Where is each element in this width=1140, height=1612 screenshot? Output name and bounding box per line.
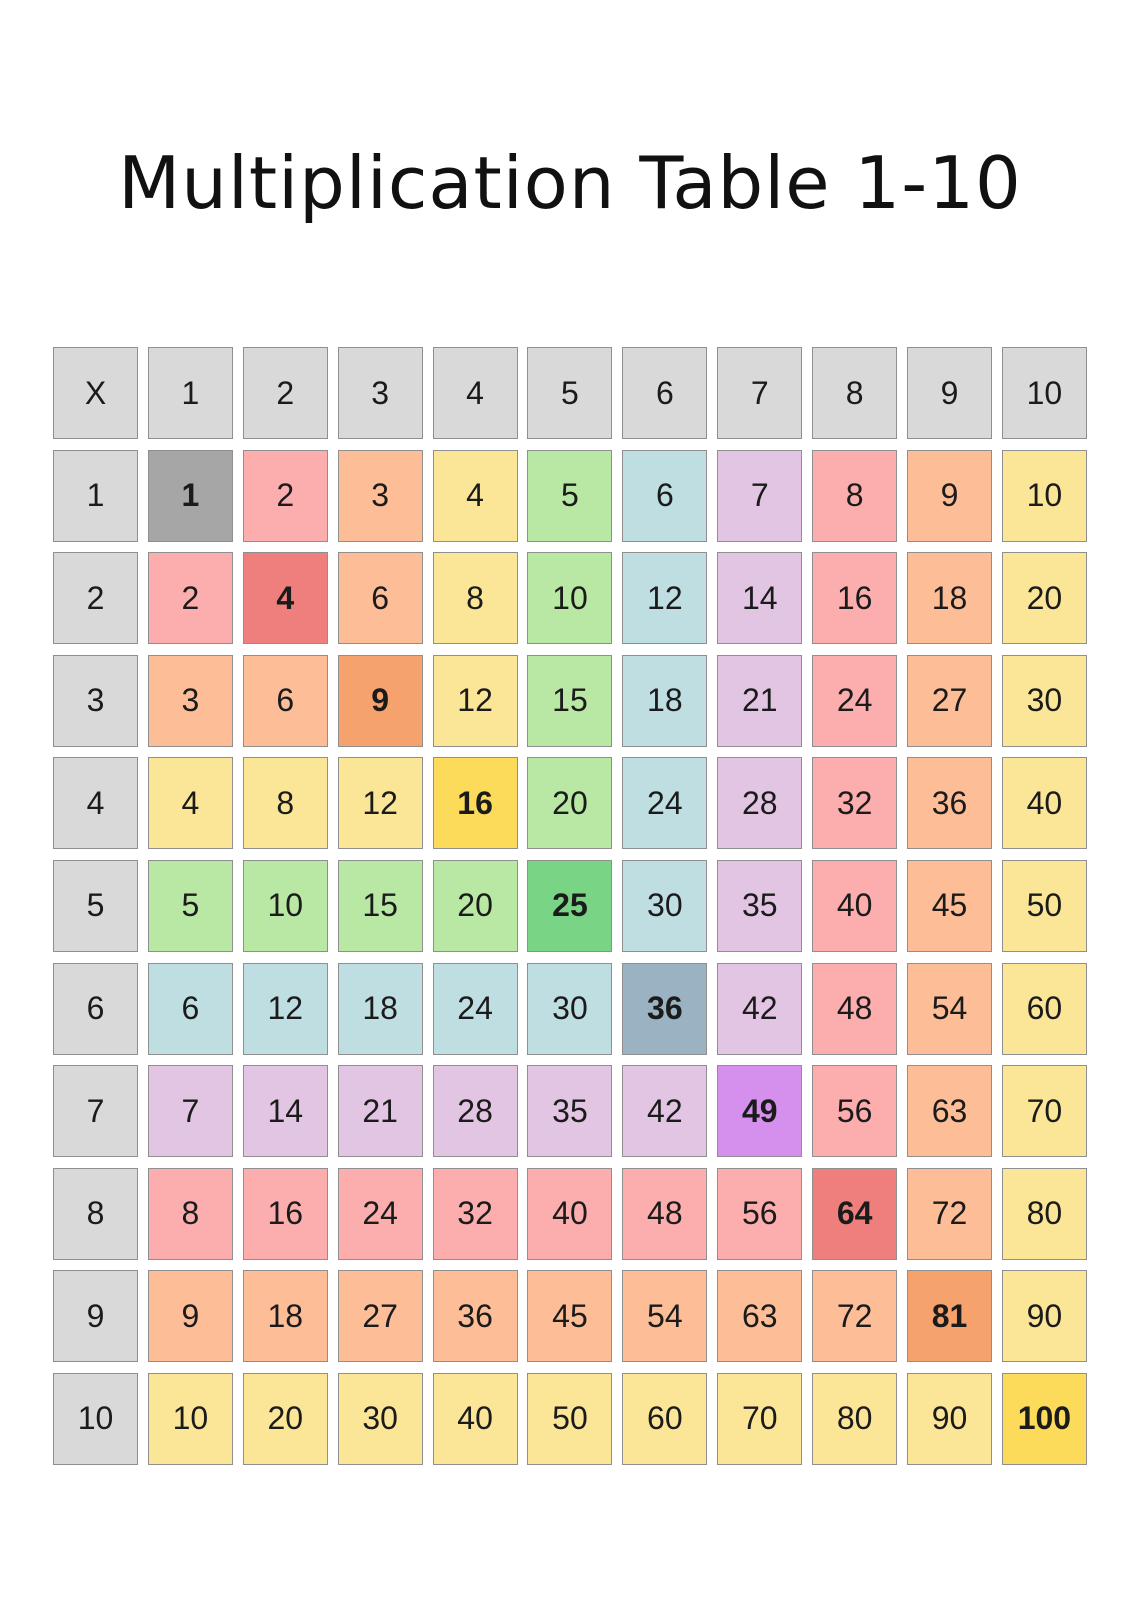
square-product-cell: 4 — [243, 552, 328, 644]
product-cell: 60 — [622, 1373, 707, 1465]
product-cell: 12 — [433, 655, 518, 747]
product-cell: 50 — [527, 1373, 612, 1465]
product-cell: 8 — [433, 552, 518, 644]
product-cell: 2 — [243, 450, 328, 542]
product-cell: 12 — [622, 552, 707, 644]
row-header: 7 — [53, 1065, 138, 1157]
product-cell: 24 — [433, 963, 518, 1055]
product-cell: 56 — [812, 1065, 897, 1157]
product-cell: 6 — [622, 450, 707, 542]
product-cell: 42 — [622, 1065, 707, 1157]
product-cell: 6 — [243, 655, 328, 747]
product-cell: 10 — [527, 552, 612, 644]
product-cell: 20 — [527, 757, 612, 849]
product-cell: 80 — [812, 1373, 897, 1465]
product-cell: 21 — [717, 655, 802, 747]
column-header: 6 — [622, 347, 707, 439]
product-cell: 72 — [812, 1270, 897, 1362]
product-cell: 90 — [1002, 1270, 1087, 1362]
column-header: 8 — [812, 347, 897, 439]
row-header: 3 — [53, 655, 138, 747]
product-cell: 12 — [243, 963, 328, 1055]
product-cell: 18 — [338, 963, 423, 1055]
square-product-cell: 9 — [338, 655, 423, 747]
product-cell: 45 — [527, 1270, 612, 1362]
product-cell: 56 — [717, 1168, 802, 1260]
product-cell: 42 — [717, 963, 802, 1055]
product-cell: 30 — [527, 963, 612, 1055]
product-cell: 30 — [622, 860, 707, 952]
multiplication-table — [53, 347, 1087, 1465]
product-cell: 48 — [622, 1168, 707, 1260]
row-header: 5 — [53, 860, 138, 952]
product-cell: 6 — [338, 552, 423, 644]
product-cell: 24 — [338, 1168, 423, 1260]
product-cell: 63 — [717, 1270, 802, 1362]
square-product-cell: 36 — [622, 963, 707, 1055]
column-header: 2 — [243, 347, 328, 439]
row-header: 10 — [53, 1373, 138, 1465]
product-cell: 9 — [907, 450, 992, 542]
product-cell: 4 — [148, 757, 233, 849]
product-cell: 16 — [812, 552, 897, 644]
product-cell: 28 — [717, 757, 802, 849]
square-product-cell: 64 — [812, 1168, 897, 1260]
product-cell: 7 — [148, 1065, 233, 1157]
column-header: 10 — [1002, 347, 1087, 439]
row-header: 9 — [53, 1270, 138, 1362]
product-cell: 12 — [338, 757, 423, 849]
row-header: 6 — [53, 963, 138, 1055]
product-cell: 10 — [148, 1373, 233, 1465]
product-cell: 18 — [907, 552, 992, 644]
column-header: 5 — [527, 347, 612, 439]
product-cell: 10 — [1002, 450, 1087, 542]
product-cell: 48 — [812, 963, 897, 1055]
product-cell: 5 — [527, 450, 612, 542]
row-header: 8 — [53, 1168, 138, 1260]
product-cell: 6 — [148, 963, 233, 1055]
product-cell: 30 — [1002, 655, 1087, 747]
page-title: Multiplication Table 1-10 — [118, 141, 1022, 225]
column-header: 3 — [338, 347, 423, 439]
column-header: 9 — [907, 347, 992, 439]
product-cell: 40 — [812, 860, 897, 952]
product-cell: 60 — [1002, 963, 1087, 1055]
square-product-cell: 25 — [527, 860, 612, 952]
square-product-cell: 16 — [433, 757, 518, 849]
column-header: 4 — [433, 347, 518, 439]
product-cell: 70 — [1002, 1065, 1087, 1157]
product-cell: 14 — [717, 552, 802, 644]
product-cell: 28 — [433, 1065, 518, 1157]
product-cell: 40 — [527, 1168, 612, 1260]
product-cell: 32 — [812, 757, 897, 849]
square-product-cell: 81 — [907, 1270, 992, 1362]
product-cell: 10 — [243, 860, 328, 952]
product-cell: 35 — [527, 1065, 612, 1157]
product-cell: 40 — [433, 1373, 518, 1465]
product-cell: 21 — [338, 1065, 423, 1157]
product-cell: 90 — [907, 1373, 992, 1465]
product-cell: 3 — [148, 655, 233, 747]
product-cell: 24 — [622, 757, 707, 849]
square-product-cell: 100 — [1002, 1373, 1087, 1465]
product-cell: 8 — [148, 1168, 233, 1260]
product-cell: 8 — [243, 757, 328, 849]
column-header: 1 — [148, 347, 233, 439]
square-product-cell: 49 — [717, 1065, 802, 1157]
product-cell: 16 — [243, 1168, 328, 1260]
column-header: 7 — [717, 347, 802, 439]
product-cell: 54 — [907, 963, 992, 1055]
row-header: 1 — [53, 450, 138, 542]
product-cell: 70 — [717, 1373, 802, 1465]
product-cell: 7 — [717, 450, 802, 542]
product-cell: 45 — [907, 860, 992, 952]
product-cell: 36 — [907, 757, 992, 849]
product-cell: 27 — [907, 655, 992, 747]
row-header: 4 — [53, 757, 138, 849]
product-cell: 2 — [148, 552, 233, 644]
product-cell: 80 — [1002, 1168, 1087, 1260]
product-cell: 36 — [433, 1270, 518, 1362]
product-cell: 18 — [622, 655, 707, 747]
square-product-cell: 1 — [148, 450, 233, 542]
product-cell: 24 — [812, 655, 897, 747]
product-cell: 5 — [148, 860, 233, 952]
product-cell: 35 — [717, 860, 802, 952]
product-cell: 15 — [338, 860, 423, 952]
product-cell: 14 — [243, 1065, 328, 1157]
product-cell: 8 — [812, 450, 897, 542]
product-cell: 30 — [338, 1373, 423, 1465]
corner-cell: X — [53, 347, 138, 439]
product-cell: 27 — [338, 1270, 423, 1362]
product-cell: 20 — [1002, 552, 1087, 644]
product-cell: 20 — [243, 1373, 328, 1465]
row-header: 2 — [53, 552, 138, 644]
product-cell: 32 — [433, 1168, 518, 1260]
product-cell: 20 — [433, 860, 518, 952]
product-cell: 18 — [243, 1270, 328, 1362]
product-cell: 50 — [1002, 860, 1087, 952]
product-cell: 15 — [527, 655, 612, 747]
product-cell: 3 — [338, 450, 423, 542]
product-cell: 54 — [622, 1270, 707, 1362]
product-cell: 63 — [907, 1065, 992, 1157]
product-cell: 40 — [1002, 757, 1087, 849]
product-cell: 9 — [148, 1270, 233, 1362]
product-cell: 4 — [433, 450, 518, 542]
product-cell: 72 — [907, 1168, 992, 1260]
